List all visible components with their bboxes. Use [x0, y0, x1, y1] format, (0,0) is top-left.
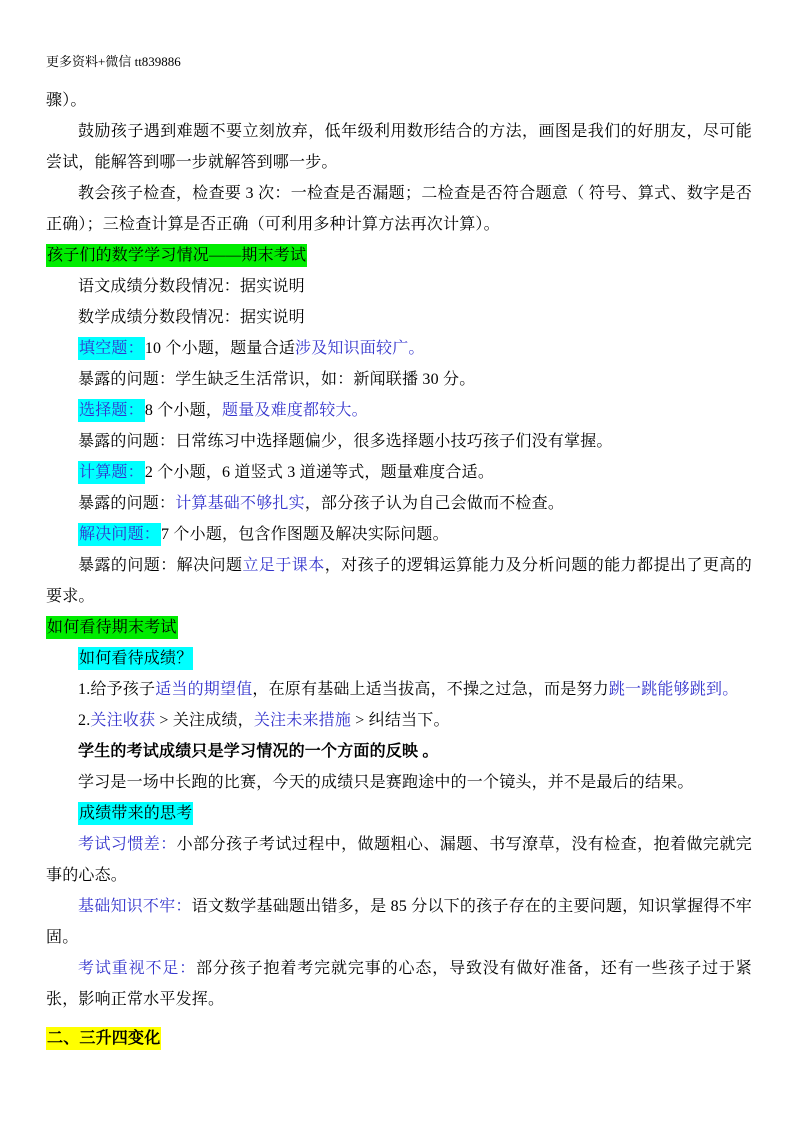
text-run: 计算基础不够扎实: [175, 495, 305, 512]
highlighted-text-run: 填空题：: [78, 337, 145, 360]
text-run: 立足于课本: [242, 557, 325, 574]
text-run: 2.: [78, 712, 91, 729]
text-run: 骤）。: [46, 92, 87, 109]
text-run: 关注收获: [90, 712, 156, 729]
text-run: 教会孩子检查，检查要 3 次：一检查是否漏题；二检查是否符合题意（ 符号、算式、数字是否正确）；三检查计算是否正确（可利用多种计算方法再次计算）。: [46, 185, 752, 233]
highlighted-text-run: 如何看待成绩？: [78, 647, 193, 670]
text-run: ，部分孩子认为自己会做而不检查。: [304, 495, 565, 512]
highlighted-text-run: 二、三升四变化: [46, 1027, 161, 1050]
text-run: 暴露的问题：解决问题: [78, 557, 243, 574]
highlighted-text-run: 选择题：: [78, 399, 145, 422]
paragraph-problem-1: [46, 364, 752, 395]
paragraph-bold-statement: [46, 736, 752, 767]
text-run: > 关注成绩，: [155, 712, 254, 729]
paragraph-exam-habits: [46, 829, 752, 891]
text-run: 小部分孩子考试过程中，做题粗心、漏题、书写潦草，没有检查，抱着做完就完事的心态。: [46, 836, 752, 884]
text-run: 暴露的问题：学生缺乏生活常识，如：新闻联播 30 分。: [78, 371, 476, 388]
section-heading-math-final-exam: [46, 240, 752, 271]
paragraph-check: [46, 178, 752, 240]
paragraph-chinese-scores: [46, 271, 752, 302]
text-run: 语文数学基础题出错多，是 85 分以下的孩子存在的主要问题，知识掌握得不牢固。: [46, 898, 752, 946]
paragraph-math-scores: [46, 302, 752, 333]
text-run: ，对孩子的逻辑运算能力及分析问题的能力都提出了更高的要求。: [46, 557, 752, 605]
document-body: [46, 85, 752, 1054]
highlighted-text-run: 如何看待期末考试: [46, 616, 178, 639]
text-run: ，在原有基础上适当拔高，不操之过急，而是努力: [252, 681, 609, 698]
text-run: > 纠结当下。: [351, 712, 450, 729]
section-heading-grade-transition: [46, 1023, 752, 1054]
text-run: 跳一跳能够跳到。: [608, 681, 739, 698]
highlighted-text-run: 成绩带来的思考: [78, 802, 193, 825]
paragraph-problem-2: [46, 426, 752, 457]
text-run: 题量及难度都较大。: [222, 402, 368, 419]
text-run: 2 个小题，6 道竖式 3 道递等式，题量难度合适。: [144, 464, 495, 481]
text-run: 7 个小题，包含作图题及解决实际问题。: [161, 526, 449, 543]
highlighted-text-run: 解决问题：: [78, 523, 161, 546]
text-run: 1.给予孩子: [78, 681, 156, 698]
subheading-view-scores: [46, 643, 752, 674]
text-run: 考试习惯差：: [78, 836, 177, 853]
text-run: 鼓励孩子遇到难题不要立刻放弃，低年级利用数形结合的方法，画图是我们的好朋友，尽可能尝试，能解答到哪一步就解答到哪一步。: [46, 123, 752, 171]
continuation-line: [46, 85, 752, 116]
text-run: 暴露的问题：日常练习中选择题偏少，很多选择题小技巧孩子们没有掌握。: [78, 433, 613, 450]
paragraph-problem-4: [46, 550, 752, 612]
paragraph-long-race: [46, 767, 752, 798]
paragraph-calculation: [46, 457, 752, 488]
text-run: 基础知识不牢：: [78, 898, 192, 915]
watermark-text: 更多资料+微信 tt839886: [46, 54, 181, 69]
text-run: 学习是一场中长跑的比赛，今天的成绩只是赛跑途中的一个镜头，并不是最后的结果。: [78, 774, 694, 791]
text-run: 考试重视不足：: [78, 960, 197, 977]
paragraph-encourage: [46, 116, 752, 178]
text-run: 部分孩子抱着考完就完事的心态，导致没有做好准备，还有一些孩子过于紧张，影响正常水平发挥。: [46, 960, 752, 1008]
paragraph-point-1: [46, 674, 752, 705]
highlighted-text-run: 孩子们的数学学习情况——期末考试: [46, 244, 307, 267]
paragraph-fill-blank: [46, 333, 752, 364]
paragraph-multiple-choice: [46, 395, 752, 426]
paragraph-problem-3: [46, 488, 752, 519]
text-run: 关注未来措施: [253, 712, 352, 729]
text-run: 涉及知识面较广。: [295, 340, 425, 357]
text-run: 10 个小题，题量合适: [144, 340, 296, 357]
highlighted-text-run: 计算题：: [78, 461, 145, 484]
text-run: 数学成绩分数段情况：据实说明: [78, 309, 305, 326]
paragraph-point-2: [46, 705, 752, 736]
text-run: 语文成绩分数段情况：据实说明: [78, 278, 305, 295]
text-run: 8 个小题，: [144, 402, 223, 419]
paragraph-weak-basics: [46, 891, 752, 953]
paragraph-problem-solving: [46, 519, 752, 550]
subheading-reflection: [46, 798, 752, 829]
paragraph-insufficient-attention: [46, 953, 752, 1015]
text-run: 学生的考试成绩只是学习情况的一个方面的反映 。: [78, 743, 439, 760]
section-heading-view-final-exam: [46, 612, 752, 643]
text-run: 适当的期望值: [155, 681, 253, 698]
text-run: 暴露的问题：: [78, 495, 176, 512]
